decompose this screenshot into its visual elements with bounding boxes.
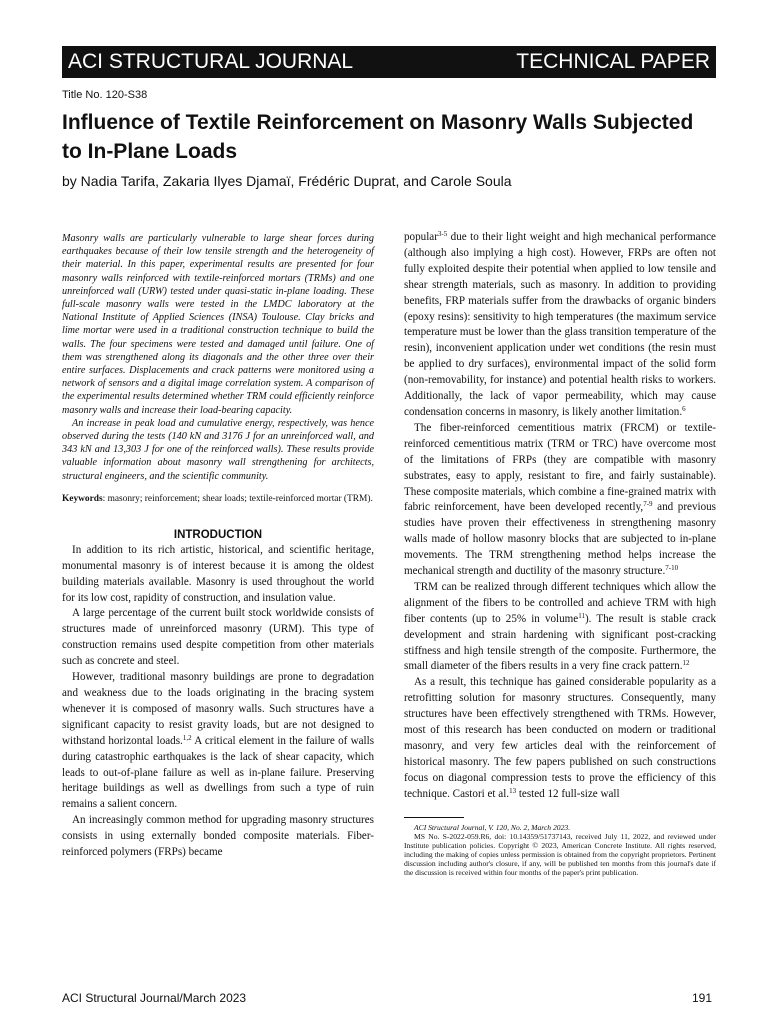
body-paragraph: TRM can be realized through different techniques which allow the alignment of the fibers to be controlled and achieve TRM with high fiber contents (up to 25% in volume$^{11}$). The result is stable crack development and strain hardening with significant post-cracking stiffness and high tensile strength of the composite. Furthermore, the small diameter of the fibers results in a very fine crack pattern.$^{12}$ <box>404 580 716 673</box>
citation: 3-5 <box>437 230 448 238</box>
right-body-text <box>404 230 716 803</box>
citation: 7-9 <box>643 500 653 509</box>
title-number: Title No. 120-S38 <box>62 89 148 101</box>
abstract-paragraph: Masonry walls are particularly vulnerable to large shear forces during earthquakes because of their low tensile strength and the heterogeneity of their material. In this paper, experimental results are presented for four masonry walls reinforced with textile-reinforced mortars (TRMs) and one unreinforced wall (URW) tested under quasi-static in-plane loading. These full-scale masonry walls were tested in the LMDC laboratory at the National Institute of Applied Sciences (INSA) Toulouse. Clay bricks and lime mortar were used in a traditional construction technique to build the walls. The four specimens were tested and damaged until failure. One of them was strengthened along its diagonals and the other three over their entire surfaces. Displacements and crack patterns were monitored using a network of sensors and a digital image correlation system. A comparison of the experimental results determined whether TRM could efficiently reinforce masonry walls and increase their load-bearing capacity. <box>62 233 374 416</box>
body-paragraph: However, traditional masonry buildings are prone to degradation and weakness due to the loads originating in the bracing system whenever it is composed of masonry walls. Such structures have a significant capacity to resist gravity loads, but are not designed to withstand horizontal loads.$^{1,2}$ A critical element in the failure of walls during catastrophic earthquakes is the lack of shear capacity, which leads to out-of-plane failure as well as in-plane failure. Preserving heritage buildings as well as dwellings from such a type of ruin remains a salient concern. <box>62 671 375 811</box>
body-paragraph: A large percentage of the current built stock worldwide consists of structures made of unreinforced masonry (URM). This type of construction remains used despite competition from other materials such as concrete and steel. <box>62 607 374 668</box>
body-paragraph: popular$^{3-5}$ due to their light weight and high mechanical performance (although also implying a high cost). However, FRPs are often not fully exploited despite their potential when applied to low tensile and shear strength materials, such as masonry. In addition to providing benefits, FRP materials suffer from the drawbacks of organic binders (epoxy resins): sensitivity to high temperatures (the maximum service temperature must be lower than the glass transition temperature of the resin), inconvenient application under wet conditions (the resin must be applied to dry surfaces), environmental impact of the solid form (non-removability, for instance) and potential health risks to workers. Additionally, the lack of vapor permeability, which may cause condensation concerns in masonry, is likely another limitation.$^6$ <box>404 230 716 418</box>
footer-journal-issue: ACI Structural Journal/March 2023 <box>62 991 247 1005</box>
journal-banner <box>62 46 716 78</box>
body-paragraph: In addition to its rich artistic, historical, and scientific heritage, monumental masonry is of interest because it is among the oldest building materials available. Masonry is used throughout the world for its low cost, rapidity of construction, and insulation value. <box>62 543 374 604</box>
footnote-journal-info: ACI Structural Journal, V. 120, No. 2, March 2023. <box>414 822 571 832</box>
left-column <box>62 232 374 861</box>
paper-type: TECHNICAL PAPER <box>516 50 710 73</box>
section-heading-introduction: INTRODUCTION <box>173 528 263 541</box>
citation: 7-10 <box>665 564 679 573</box>
body-paragraph: The fiber-reinforced cementitious matrix (FRCM) or textile-reinforced cementitious matrix (TRM or TRC) have overcome most of the limitations of FRPs (they are compatible with masonry substrates, easy to apply, resistant to fire, and fairly sustainable). These composite materials, which combine a fine-grained matrix with fabric reinforcement, have been developed recently,$^{7-9}$ and previous studies have proven their effectiveness in strengthening masonry walls made of hollow masonry blocks that are subjected to in-plane movements. The TRM strengthening method helps increase the mechanical strength and ductility of the masonry structure.$^{7-10}$ <box>404 421 716 578</box>
keywords-label: Keywords <box>62 493 103 504</box>
citation: 1,2 <box>182 733 192 742</box>
keywords <box>62 493 374 505</box>
journal-name: ACI STRUCTURAL JOURNAL <box>68 50 354 73</box>
footnote-manuscript-info: MS No. S-2022-059.R6, doi: 10.14359/51737143, received July 11, 2022, and reviewed under Institute publication policies. Copyright © 2023, American Concrete Institute. All rights reserved, including the making of copies unless permission is obtained from the copyright proprietors. Pertinent discussion including author's closure, if any, will be published ten months from this journal's date if the discussion is received within four months of the paper's print publication. <box>404 831 716 878</box>
author-list: by Nadia Tarifa, Zakaria Ilyes Djamaï, Frédéric Duprat, and Carole Soula <box>62 173 512 189</box>
citation: 13 <box>509 786 517 795</box>
body-paragraph: An increasingly common method for upgrading masonry structures consists in using externally bonded composite materials. Fiber-reinforced polymers (FRPs) became <box>62 814 374 859</box>
citation: 11 <box>578 611 585 620</box>
footnote-divider <box>404 817 464 818</box>
citation: 12 <box>682 659 690 668</box>
page-number: 191 <box>691 991 712 1005</box>
right-column <box>404 230 716 877</box>
citation: 6 <box>682 404 686 413</box>
keywords-text: : masonry; reinforcement; shear loads; textile-reinforced mortar (TRM). <box>102 493 373 504</box>
left-body-text <box>62 543 374 861</box>
abstract-paragraph: An increase in peak load and cumulative energy, respectively, was hence observed during the tests (140 kN and 3176 J for an unreinforced wall, and 343 kN and 13,303 J for one of the reinforced walls). These results provide valuable information about masonry wall strengthening for architects, structural engineers, and the scientific community. <box>62 417 374 482</box>
footnote <box>404 823 716 878</box>
paper-title: Influence of Textile Reinforcement on Masonry Walls Subjected to In-Plane Loads <box>62 111 694 163</box>
body-paragraph: As a result, this technique has gained considerable popularity as a retrofitting solution for masonry structures. Consequently, many structures have been effectively strengthened with TRMs. However, most of this research has been conducted on modern or traditional masonry, and very few articles deal with the reinforcement of historical masonry. The few papers published on such constructions focus on diagonal compression tests to prove the efficiency of this technique. Castori et al.$^{13}$ tested 12 full-size wall <box>404 676 716 800</box>
abstract <box>62 232 374 483</box>
